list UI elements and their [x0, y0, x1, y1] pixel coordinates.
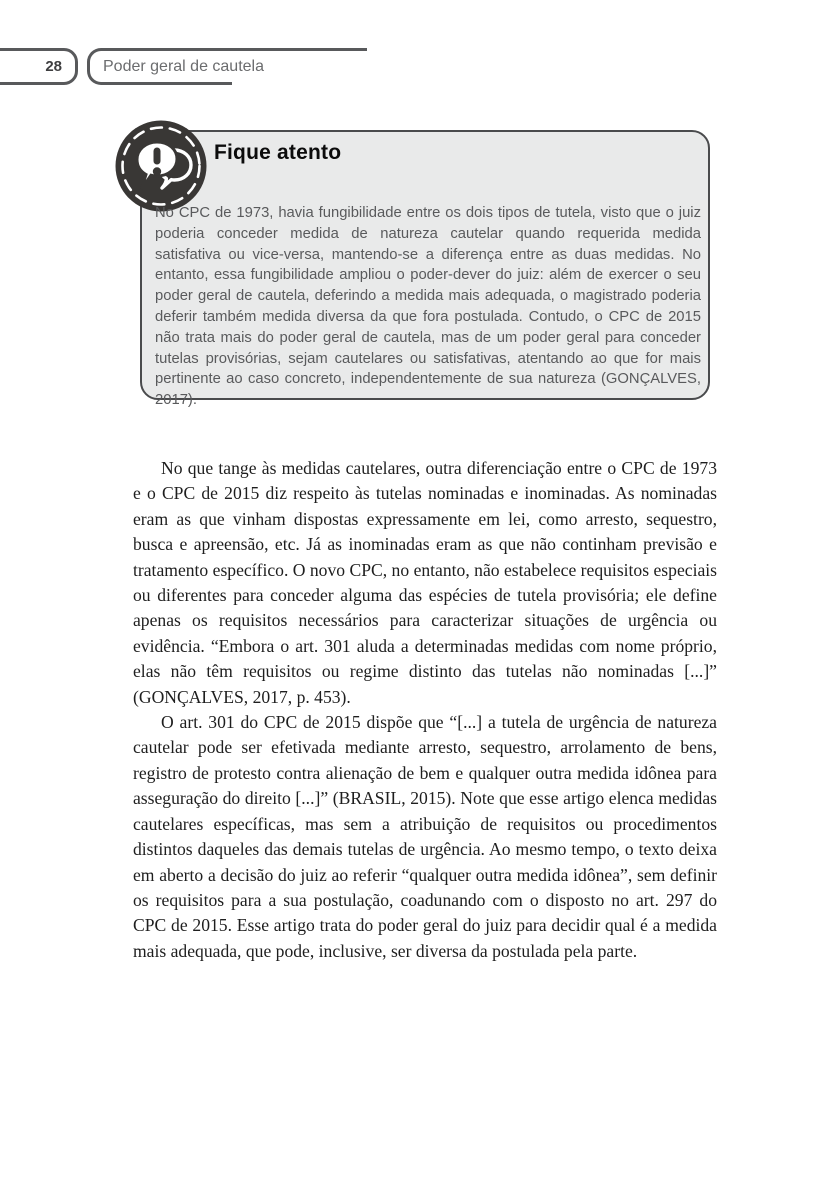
page-number-tab [0, 48, 78, 85]
paragraph: O art. 301 do CPC de 2015 dispõe que “[...] a tutela de urgência de natureza cautelar pode ser efetivada mediante arresto, sequestro, arrolamento de bens, registro de protesto contra alienação de bem e qualquer outra medida idônea para asseguração do direito [...]” (BRASIL, 2015). Note que esse artigo elenca medidas cautelares específicas, mas sem a atribuição de requisitos ou procedimentos distintos daqueles das demais tutelas de urgência. Ao mesmo tempo, o texto deixa em aberto a decisão do juiz ao referir “qualquer outra medida idônea”, sem definir os requisitos para a sua postulação, coadunando com o disposto no art. 297 do CPC de 2015. Esse artigo trata do poder geral do juiz para decidir qual é a medida mais adequada, que pode, inclusive, ser diversa da postulada pela parte. [133, 712, 717, 961]
callout-body-text: No CPC de 1973, havia fungibilidade entre os dois tipos de tutela, visto que o juiz poderia conceder medida de natureza cautelar quando requerida medida satisfativa ou vice-versa, mantendo-se a diferença entre as duas medidas. No entanto, essa fungibilidade ampliou o poder-dever do juiz: além de exercer o seu poder geral de cautela, deferindo a medida mais adequada, o magistrado poderia deferir também medida diversa da que fora postulada. Contudo, o CPC de 2015 não trata mais do poder geral de cautela, mas de um poder geral para conceder tutelas provisórias, sejam cautelares ou satisfativas, atentando ao que for mais pertinente ao caso concreto, independentemente de sua natureza (GONÇALVES, 2017). [155, 205, 701, 409]
paragraph: No que tange às medidas cautelares, outra diferenciação entre o CPC de 1973 e o CPC de 2015 diz respeito às tutelas nominadas e inominadas. As nominadas eram as que vinham dispostas expressamente em lei, como arresto, sequestro, busca e apreensão, etc. Já as inominadas eram as que não continham previsão e tratamento específico. O novo CPC, no entanto, não estabelece requisitos especiais ou diferentes para conceder alguma das espécies de tutela provisória; ele define apenas os requisitos necessários para caracterizar situações de urgência ou evidência. “Embora o art. 301 aluda a determinadas medidas com nome próprio, elas não têm requisitos ou regime distinto das tutelas não nominadas [...]” (GONÇALVES, 2017, p. 453). [133, 458, 717, 707]
running-title-tab [87, 48, 367, 85]
tab-border-cutoff [232, 81, 372, 89]
body-text [133, 456, 717, 964]
callout-title: Fique atento [214, 141, 342, 164]
running-title: Poder geral de cautela [103, 57, 264, 75]
page-number: 28 [45, 58, 62, 75]
callout-box [140, 130, 710, 409]
speech-bubbles-alert-icon [114, 119, 208, 213]
